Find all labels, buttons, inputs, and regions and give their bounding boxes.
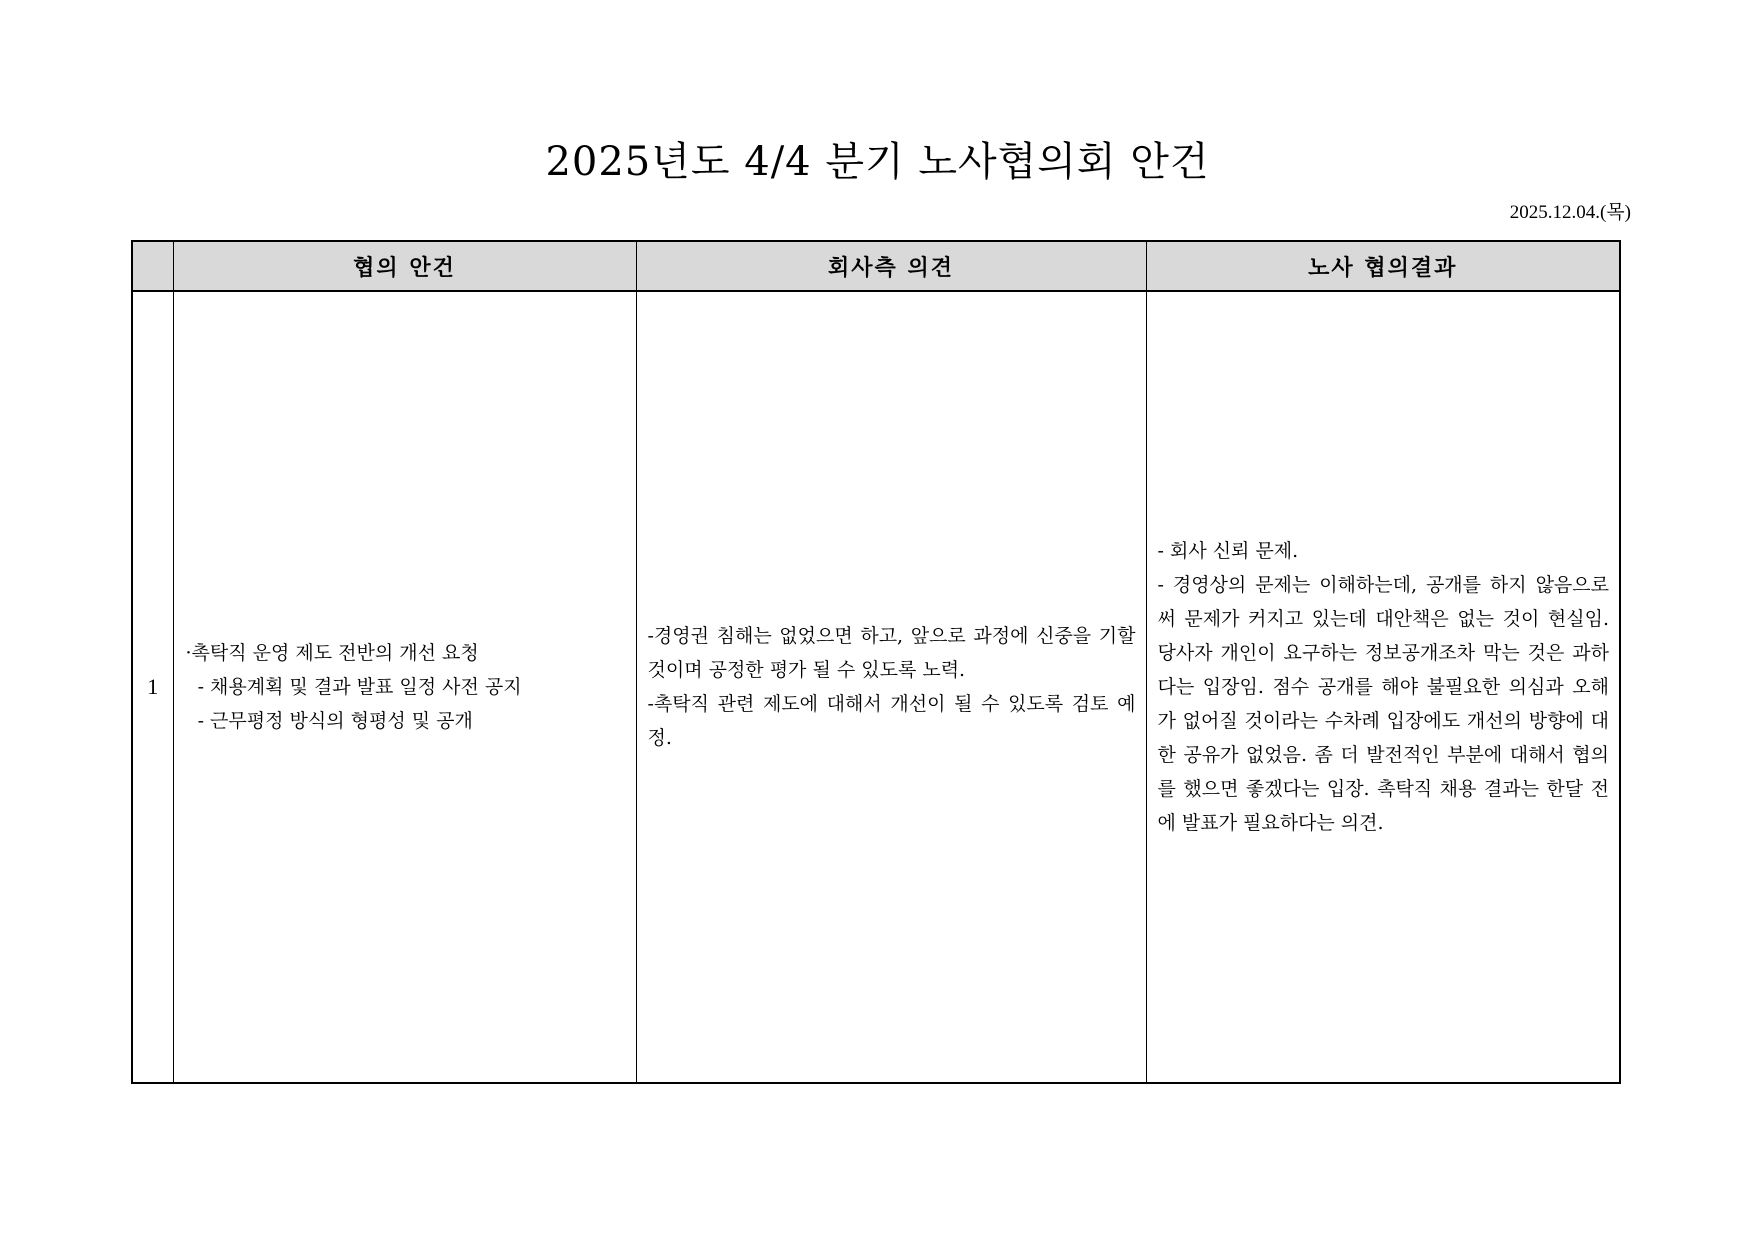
result-line: - 경영상의 문제는 이해하는데, 공개를 하지 않음으로써 문제가 커지고 있는데 대안책은 없는 것이 현실임. 당사자 개인이 요구하는 정보공개조차 막는 것은 과하다는 입장임. 점수 공개를 해야 불필요한 의심과 오해가 없어질 것이라는 수차례 입장에도 개선의 방향에 대한 공유가 없었음. 좀 더 발전적인 부분에 대해서 협의를 했으면 좋겠다는 입장. 촉탁직 채용 결과는 한달 전에 발표가 필요하다는 의견. (1157, 574, 1616, 834)
agenda-line: - 근무평정 방식의 형평성 및 공개 (185, 710, 473, 732)
document-title: 2025년도 4/4 분기 노사협의회 안건 (545, 139, 1210, 185)
agenda-cell (173, 291, 636, 1083)
header-number (132, 241, 173, 291)
result-line: - 회사 신뢰 문제. (1157, 540, 1299, 562)
document-date: 2025.12.04.(목) (1509, 202, 1631, 223)
header-result: 노사 협의결과 (1146, 241, 1620, 291)
agenda-line: ·촉탁직 운영 제도 전반의 개선 요청 (185, 642, 479, 664)
company-opinion-line: -촉탁직 관련 제도에 대해서 개선이 될 수 있도록 검토 예정. (647, 693, 1136, 749)
table-row (132, 291, 1620, 1083)
agenda-line: - 채용계획 및 결과 발표 일정 사전 공지 (185, 676, 522, 698)
table-header-row (132, 241, 1620, 291)
header-company-opinion: 회사측 의견 (636, 241, 1146, 291)
header-agenda: 협의 안건 (173, 241, 636, 291)
row-number: 1 (132, 291, 173, 1083)
company-opinion-line: -경영권 침해는 없었으면 하고, 앞으로 과정에 신중을 기할 것이며 공정한 평가 될 수 있도록 노력. (647, 625, 1142, 681)
company-opinion-cell (636, 291, 1146, 1083)
agenda-table (131, 240, 1621, 1084)
result-cell (1146, 291, 1620, 1083)
